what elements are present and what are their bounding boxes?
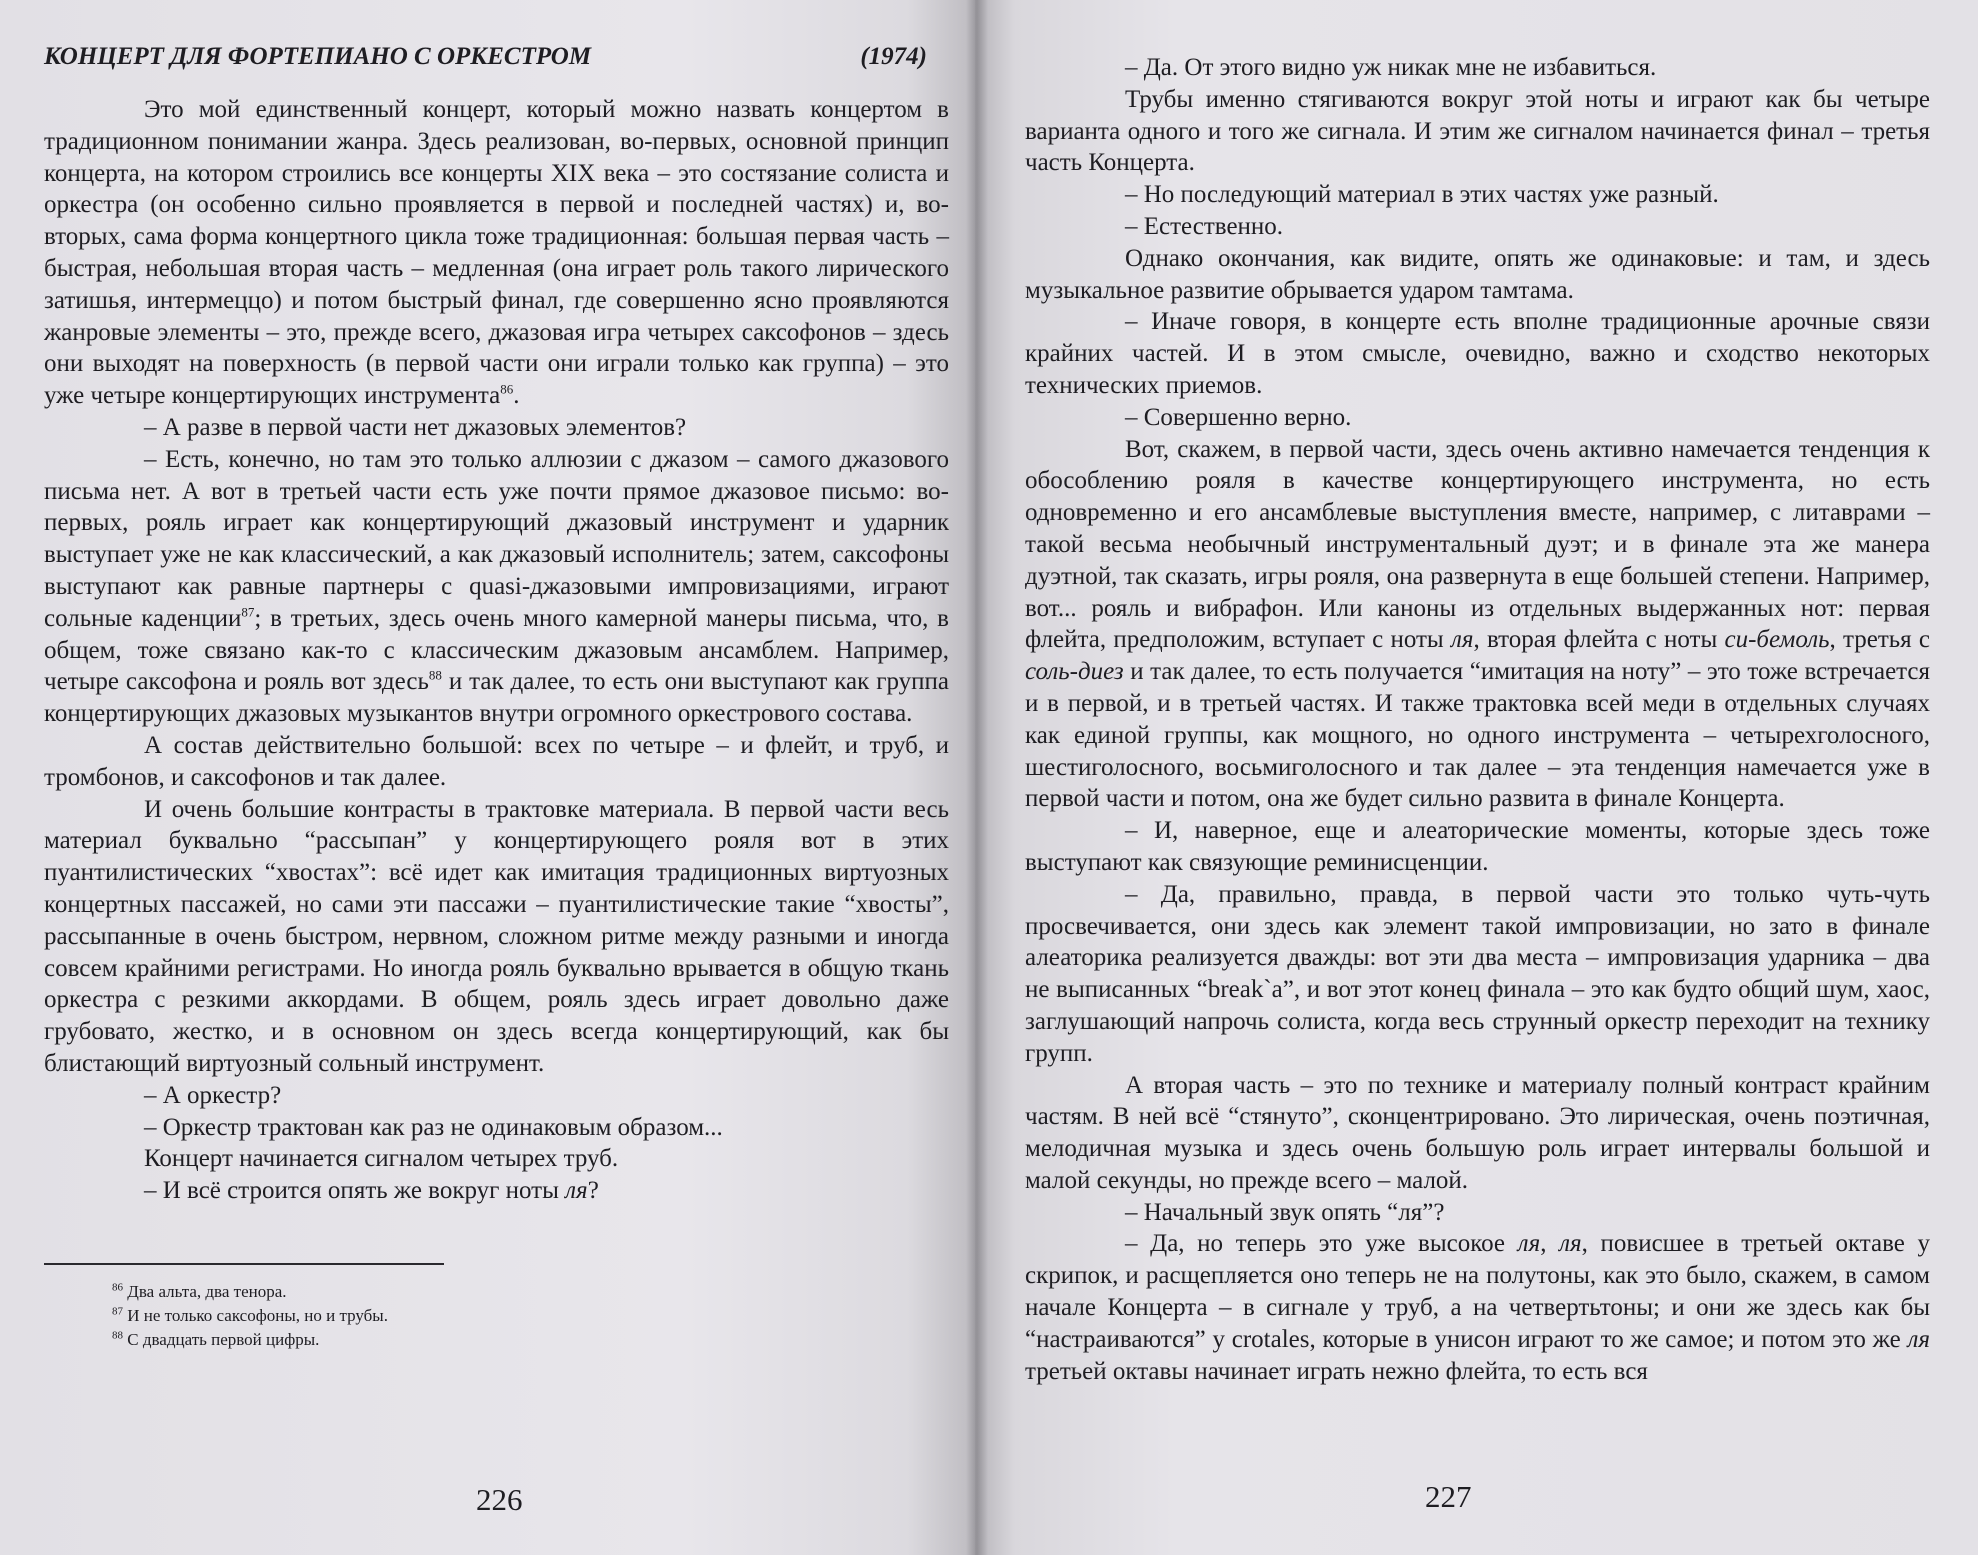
footnote-ref: 88 <box>428 668 442 684</box>
text-run: , <box>1540 1230 1560 1258</box>
footnote-ref: 86 <box>500 381 514 397</box>
footnote-ref: 87 <box>241 604 255 620</box>
paragraph: – А разве в первой части нет джазовых элементов? <box>144 413 687 441</box>
paragraph: – А оркестр? <box>144 1081 282 1109</box>
chapter-header <box>44 40 949 74</box>
text-run: третьей октавы начинает играть нежно флейта, то есть вся <box>1025 1357 1648 1385</box>
note-name: ля <box>1907 1325 1930 1353</box>
paragraph: И очень большие контрасты в трактовке материала. В первой части весь материал буквально “рассыпан” у концертирующего рояля вот в этих пуантилистических “хвостах”: всё идет как имитация традиционных виртуозных концертных пассажей, но сами эти пассажи – пуантилистические такие “хвосты”, рассыпанные в очень быстром, нервном, сложном ритме между разными и иногда совсем крайними регистрами. Но иногда рояль буквально врывается в общую ткань оркестра с резкими аккордами. В общем, рояль здесь играет довольно даже грубовато, жестко, и в основном он здесь всегда концертирующий, как бы блистающий виртуозный сольный инструмент. <box>44 795 949 1077</box>
paragraph <box>44 444 949 730</box>
chapter-year: (1974) <box>860 43 927 70</box>
paragraph <box>44 94 949 412</box>
note-name: ля <box>1517 1230 1541 1258</box>
footnote-text: И не только саксофоны, но и трубы. <box>127 1305 388 1325</box>
text-run: ; в третьих, здесь очень много камерной манеры письма, что, в общем, тоже связано как-то с классическим джазовым ансамблем. Например, четыре саксофона и рояль вот здесь <box>44 604 949 696</box>
footnote-text: С двадцать первой цифры. <box>127 1329 320 1349</box>
footnote-number: 87 <box>112 1305 123 1318</box>
text-run: , вторая флейта с ноты <box>1473 626 1725 654</box>
text-run: – Есть, конечно, но там это только аллюзии с джазом – самого джазового письма нет. А вот в третьей части есть уже почти прямое джазовое письмо: во-первых, рояль играет как концертирующий джазовый инструмент и ударник выступает уже не как классический, а как джазовый исполнитель; затем, саксофоны выступают как равные партнеры с quasi-джазовыми импровизациями, играют сольные каденции <box>44 445 949 632</box>
text-run: и так далее, то есть получается “имитация на ноту” – это тоже встречается и в первой, и в третьей частях. И также трактовка всей меди в отдельных случаях как единой группы, как мощного, но одного инструмента – четырехголосного, шестиголосного, восьмиголосного и так далее – эта тенденция намечается уже в первой части и потом, она же будет сильно развита в финале Концерта. <box>1025 658 1930 813</box>
left-page <box>0 0 975 1555</box>
paragraph: Трубы именно стягиваются вокруг этой ноты и играют как бы четыре варианта одного и того же сигнала. И этим же сигналом начинается финал – третья часть Концерта. <box>1025 85 1930 177</box>
footnote-number: 86 <box>112 1281 123 1294</box>
paragraph: Однако окончания, как видите, опять же одинаковые: и там, и здесь музыкальное развитие обрывается ударом тамтама. <box>1025 244 1930 304</box>
paragraph: – Да. От этого видно уж никак мне не избавиться. <box>1125 54 1657 81</box>
paragraph: – Оркестр трактован как раз не одинаковым образом... <box>144 1113 723 1141</box>
paragraph: – Начальный звук опять “ля”? <box>1125 1198 1445 1226</box>
footnote <box>44 1281 949 1303</box>
paragraph: – Но последующий материал в этих частях уже разный. <box>1125 181 1719 209</box>
text-run: и так далее, то есть они выступают как группа концертирующих джазовых музыкантов внутри огромного оркестрового состава. <box>44 668 949 728</box>
text-run: – Да, но теперь это уже высокое <box>1125 1230 1518 1258</box>
text-run: Вот, скажем, в первой части, здесь очень активно намечается тенденция к обособлению рояля в качестве концертирующего инструмента, но есть одновременно и его ансамблевые выступления вместе, например, с литаврами – такой весьма необычный инструментальный дуэт; и в финале эта же манера дуэтной, так сказать, игры рояля, она развернута в еще большей степени. Например, вот... рояль и вибрафон. Или каноны из отдельных выдержанных нот: первая флейта, предположим, вступает с ноты <box>1025 435 1930 654</box>
paragraph <box>1025 1228 1930 1387</box>
paragraph: А состав действительно большой: всех по четыре – и флейт, и труб, и тромбонов, и саксофонов и так далее. <box>44 731 949 791</box>
footnote <box>44 1329 949 1351</box>
text-run: ? <box>587 1177 599 1205</box>
paragraph: Концерт начинается сигналом четырех труб. <box>144 1145 619 1173</box>
chapter-title: КОНЦЕРТ ДЛЯ ФОРТЕПИАНО С ОРКЕСТРОМ <box>44 43 592 70</box>
text-run: Это мой единственный концерт, который можно назвать концертом в традиционном понимании жанра. Здесь реализован, во-первых, основной принцип концерта, на котором строились все концерты XIX века – это состязание солиста и оркестра (он особенно сильно проявляется в первой и последней частях) и, во-вторых, сама форма концертного цикла тоже традиционная: большая первая часть – быстрая, небольшая вторая часть – медленная (она играет роль такого лирического затишья, интермеццо) и потом быстрый финал, где совершенно ясно проявляются жанровые элементы – это, прежде всего, джазовая игра четырех саксофонов – здесь они выходят на поверхность (в первой части они играли только как группа) – это уже четыре концертирующих инструмента <box>44 96 949 410</box>
note-name: ля <box>1450 626 1474 654</box>
right-page-text <box>1025 52 1930 1387</box>
text-run: . <box>513 382 520 410</box>
paragraph <box>44 1175 949 1207</box>
text-run: , третья с <box>1829 626 1931 654</box>
right-page <box>975 0 1978 1555</box>
note-name: соль-диез <box>1025 658 1124 686</box>
footnote <box>44 1305 949 1327</box>
paragraph: – Да, правильно, правда, в первой части это только чуть-чуть просвечивается, они здесь как элемент такой импровизации, но зато в финале алеаторика реализуется дважды: вот эти два места – импровизация ударника – два не выписанных “break`a”, и вот этот конец финала – это как будто общий шум, хаос, заглушающий напрочь солиста, когда весь струнный оркестр переходит на технику групп. <box>1025 880 1930 1067</box>
paragraph: – И, наверное, еще и алеаторические моменты, которые здесь тоже выступают как связующие реминисценции. <box>1025 817 1930 876</box>
footnote-divider <box>44 1263 444 1265</box>
note-name: ля <box>565 1177 588 1205</box>
page-number-left: 226 <box>476 1482 523 1517</box>
text-run: – И всё строится опять же вокруг ноты <box>144 1177 566 1205</box>
footnote-number: 88 <box>112 1329 123 1342</box>
note-name: ля <box>1559 1230 1582 1258</box>
paragraph <box>1025 434 1930 816</box>
paragraph: А вторая часть – это по технике и материалу полный контраст крайним частям. В ней всё “стянуто”, сконцентрировано. Это лирическая, очень поэтичная, мелодичная музыка и здесь очень большую роль играет интервалы большой и малой секунды, но прежде всего – малой. <box>1025 1071 1930 1194</box>
left-page-text <box>44 40 949 1353</box>
paragraph: – Совершенно верно. <box>1125 403 1352 431</box>
footnote-text: Два альта, два тенора. <box>127 1281 287 1301</box>
paragraph: – Естественно. <box>1125 212 1284 240</box>
note-name: си-бемоль <box>1724 626 1830 654</box>
paragraph: – Иначе говоря, в концерте есть вполне традиционные арочные связи крайних частей. И в этом смысле, очевидно, важно и сходство некоторых технических приемов. <box>1025 308 1930 399</box>
page-number-right: 227 <box>1425 1479 1472 1514</box>
text-run: , повисшее в третьей октаве у скрипок, и расщепляется оно теперь не на полутоны, как это было, скажем, в самом начале Концерта – в сигнале у труб, а на четвертьтоны; и они же здесь как бы “настраиваются” у crotales, которые в унисон играют то же самое; и потом это же <box>1025 1230 1931 1353</box>
book-gutter <box>966 0 988 1555</box>
